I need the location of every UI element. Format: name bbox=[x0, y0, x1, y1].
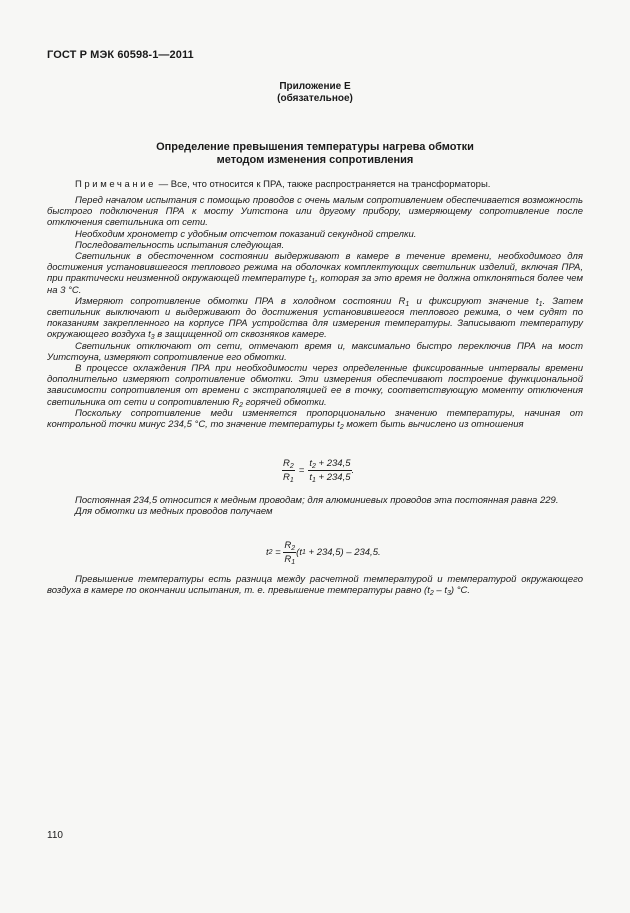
paragraph bbox=[47, 195, 583, 229]
subscript: 2 bbox=[289, 463, 294, 470]
lhs-numerator bbox=[282, 458, 295, 471]
temperature-formula: t 2 = $\frac{R_2}{R_1}$ (t 1 + 234,5) – 234,5. bbox=[266, 540, 381, 566]
equals-sign: = bbox=[272, 547, 284, 558]
section-title-line1: Определение превышения температуры нагрева обмотки bbox=[156, 141, 474, 153]
procedure-text bbox=[47, 195, 583, 430]
formula-text: + 234,5) – 234,5. bbox=[305, 547, 381, 558]
subscript: 2 bbox=[339, 424, 344, 432]
paragraph-text: , которая за это время не должна отклоняться более чем на 3 °С. bbox=[47, 273, 583, 296]
formula-symbol: R bbox=[284, 540, 292, 551]
subscript: 3 bbox=[446, 590, 451, 598]
paragraph-text: . Затем светильник выключают и выдерживают до достижения установившегося теплового режима, о чем судят по показаниям закрепленного на корпусе ПРА устройства для измерения температуры. Записывают температуру окружающего воздуха t bbox=[47, 295, 583, 341]
formula-text: (t bbox=[296, 547, 302, 558]
section-title-line2: методом изменения сопротивления bbox=[216, 154, 414, 166]
subscript: 2 bbox=[429, 590, 434, 598]
paragraph bbox=[47, 341, 583, 363]
formula-symbol: t bbox=[266, 547, 269, 558]
paragraph-text: Постоянная 234,5 относится к медным проводам; для алюминиевых проводов эта постоянная равна 229. bbox=[75, 495, 559, 506]
subscript: 2 bbox=[291, 545, 296, 552]
paragraph-text: может быть вычислено из отношения bbox=[343, 419, 524, 431]
formula-text: + 234,5 bbox=[315, 458, 351, 469]
lhs-denominator bbox=[282, 471, 295, 483]
paragraph-text: В процессе охлаждения ПРА при необходимости через определенные фиксированные интервалы времени дополнительно измеряют сопротивление обмотки. Эти измерения обеспечивают построение функциональной зависимости сопротивления от времени с экстраполяцией ее в точку, соответствующую моменту отключения светильника от сети и сопротивлению R bbox=[47, 363, 583, 408]
conclusion-text bbox=[47, 574, 583, 596]
paragraph-text: Последовательность испытания следующая. bbox=[75, 239, 285, 251]
paragraph-text: Светильник отключают от сети, отмечают время и, максимально быстро переключив ПРА на мост Уитстоуна, измеряют сопротивление его обмотки. bbox=[47, 340, 583, 363]
constant-text bbox=[47, 495, 583, 517]
note-text: — Все, что относится к ПРА, также распространяется на трансформаторы. bbox=[156, 179, 491, 190]
paragraph bbox=[47, 574, 583, 596]
annex-title: Приложение Е bbox=[279, 81, 351, 92]
paragraph-text: Измеряют сопротивление обмотки ПРА в холодном состоянии R bbox=[75, 295, 406, 307]
paragraph-text: ) °С. bbox=[450, 585, 470, 597]
numerator bbox=[283, 540, 296, 553]
paragraph bbox=[47, 229, 583, 240]
formula-symbol: R bbox=[283, 472, 290, 483]
subscript: 2 bbox=[311, 463, 316, 470]
paragraph bbox=[47, 408, 583, 430]
paragraph-text: и фиксируют значение t bbox=[409, 295, 539, 307]
resistance-ratio-formula bbox=[282, 458, 354, 483]
paragraph-text: Светильник в обесточенном состоянии выдерживают в камере в течение времени, необходимого для достижения установившегося теплового режима на оболочках комплектующих светильник изделий, включая ПРА, при практически неизменной окружающей температуре t bbox=[47, 251, 583, 285]
paragraph-text: – t bbox=[433, 585, 447, 597]
note bbox=[75, 179, 575, 190]
subscript: 1 bbox=[289, 477, 294, 484]
subscript: 3 bbox=[150, 334, 155, 342]
subscript: 1 bbox=[311, 278, 316, 286]
section-title bbox=[0, 141, 630, 167]
formula-symbol: R bbox=[284, 554, 292, 565]
denominator bbox=[283, 553, 296, 565]
annex-status: (обязательное) bbox=[277, 93, 353, 104]
paragraph-text: в защищенной от сквозняков камере. bbox=[154, 329, 327, 341]
note-label: Примечание bbox=[75, 179, 156, 190]
paragraph-text: Превышение температуры есть разница между расчетной температурой и температурой окружающего воздуха в камере по окончании испытания, т. е. превышение температуры равно (t bbox=[47, 574, 583, 597]
paragraph-text: Необходим хронометр с удобным отсчетом показаний секундной стрелки. bbox=[75, 228, 417, 240]
paragraph-text: Перед началом испытания с помощью проводов с очень малым сопротивлением обеспечивается возможность быстрого подключения ПРА к мосту Уитстона или другому прибору, измеряющему сопротивление после отключения светильника от сети. bbox=[47, 195, 583, 229]
paragraph bbox=[47, 363, 583, 408]
formula-text: + 234,5 bbox=[315, 472, 351, 483]
paragraph-text: горячей обмотки. bbox=[243, 396, 327, 408]
paragraph bbox=[47, 495, 583, 506]
equals-sign: = bbox=[298, 465, 305, 476]
paragraph bbox=[47, 251, 583, 296]
formula-symbol: t bbox=[309, 458, 312, 469]
subscript: 1 bbox=[311, 477, 316, 484]
paragraph bbox=[47, 240, 583, 251]
rhs-denominator bbox=[308, 471, 351, 483]
resistance-fraction bbox=[283, 540, 296, 565]
subscript: 1 bbox=[538, 300, 543, 308]
formula-symbol: t bbox=[309, 472, 312, 483]
paragraph-text: Для обмотки из медных проводов получаем bbox=[75, 506, 273, 518]
paragraph bbox=[47, 506, 583, 517]
formula-period: . bbox=[351, 465, 355, 476]
lhs-fraction bbox=[282, 458, 295, 483]
rhs-fraction bbox=[308, 458, 351, 483]
page-number: 110 bbox=[47, 830, 63, 841]
paragraph bbox=[47, 296, 583, 341]
subscript: 2 bbox=[239, 401, 244, 409]
subscript: 1 bbox=[405, 300, 410, 308]
rhs-numerator bbox=[308, 458, 351, 471]
paragraph-text: Поскольку сопротивление меди изменяется пропорционально значению температуры, начиная от контрольной точки минус 234,5 °С, то значение температуры t bbox=[47, 407, 583, 431]
annex-heading bbox=[0, 81, 630, 105]
subscript: 1 bbox=[291, 559, 296, 566]
standard-code: ГОСТ Р МЭК 60598-1—2011 bbox=[47, 49, 194, 61]
formula-symbol: R bbox=[283, 458, 290, 469]
